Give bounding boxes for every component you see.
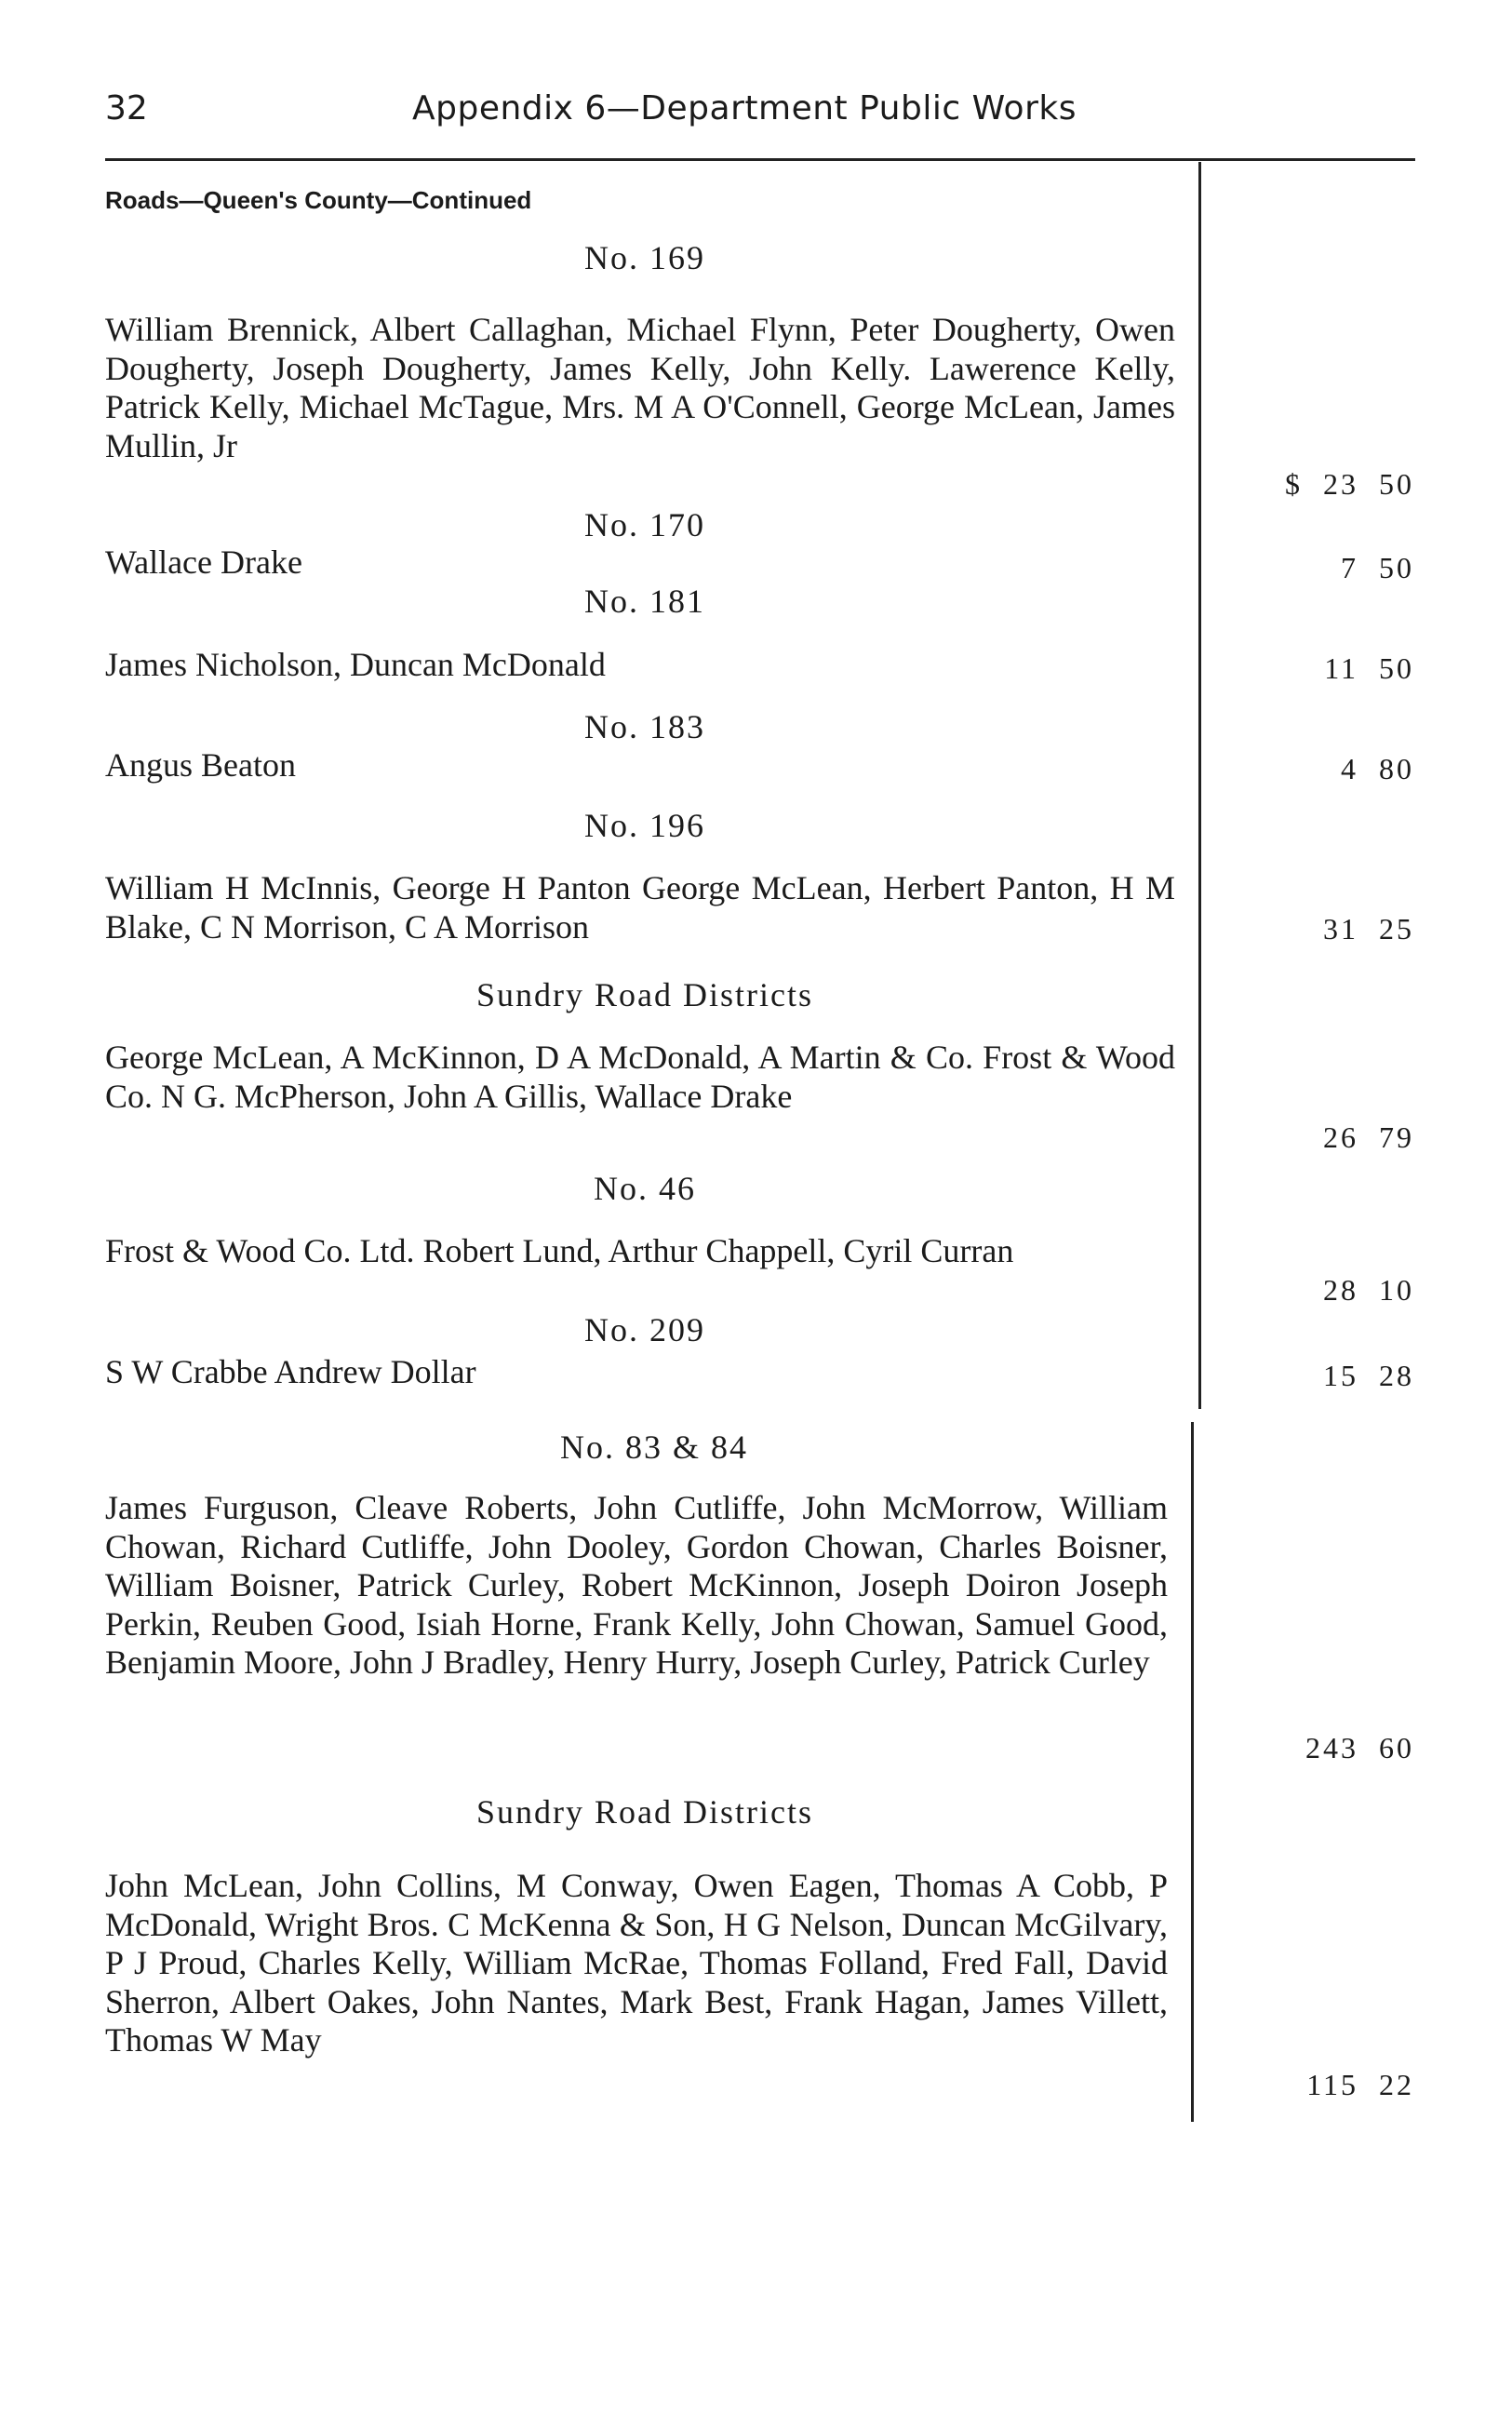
- entry-names: James Furguson, Cleave Roberts, John Cutliffe, John McMorrow, William Chowan, Richard Cutliffe, John Dooley, Gordon Chowan, Charles Boisner, William Boisner, Patrick Curley, Robert McKinnon, Joseph Doiron Joseph Perkin, Reuben Good, Isiah Horne, Frank Kelly, John Chowan, Samuel Good, Benjamin Moore, John J Bradley, Henry Hurry, Joseph Curley, Patrick Curley: [105, 1489, 1168, 1681]
- entry-names: James Nicholson, Duncan McDonald: [105, 646, 606, 683]
- column-divider-lower: [1191, 1422, 1194, 2122]
- column-divider-upper: [1198, 162, 1201, 1409]
- entry-amount: 115 22: [1306, 2068, 1414, 2101]
- header-rule: [105, 158, 1415, 161]
- entry-amount: 243 60: [1305, 1731, 1414, 1764]
- entry-heading: No. 46: [594, 1170, 696, 1207]
- entry-names: S W Crabbe Andrew Dollar: [105, 1353, 476, 1390]
- section-title: Roads—Queen's County—Continued: [105, 186, 532, 214]
- entry-heading: Sundry Road Districts: [476, 976, 813, 1013]
- entry-heading: No. 169: [584, 239, 705, 276]
- entry-names: Wallace Drake: [105, 543, 302, 581]
- entry-heading: No. 170: [584, 506, 705, 543]
- page-number: 32: [105, 89, 148, 127]
- entry-amount: 28 10: [1323, 1273, 1414, 1307]
- entry-heading: No. 83 & 84: [560, 1429, 748, 1466]
- entry-heading: No. 209: [584, 1311, 705, 1348]
- page-header: [105, 89, 1415, 136]
- entry-heading: No. 196: [584, 807, 705, 844]
- entry-amount: 31 25: [1323, 912, 1414, 946]
- entry-heading: No. 181: [584, 583, 705, 620]
- entry-names: William H McInnis, George H Panton George McLean, Herbert Panton, H M Blake, C N Morrison, C A Morrison: [105, 869, 1175, 946]
- entry-names: George McLean, A McKinnon, D A McDonald, A Martin & Co. Frost & Wood Co. N G. McPherson, John A Gillis, Wallace Drake: [105, 1039, 1175, 1115]
- entry-names: John McLean, John Collins, M Conway, Owen Eagen, Thomas A Cobb, P McDonald, Wright Bros. C McKenna & Son, H G Nelson, Duncan McGilvary, P J Proud, Charles Kelly, William McRae, Thomas Folland, Fred Fall, David Sherron, Albert Oakes, John Nantes, Mark Best, Frank Hagan, James Villett, Thomas W May: [105, 1867, 1168, 2059]
- entry-heading: No. 183: [584, 708, 705, 745]
- entry-amount: 11 50: [1324, 651, 1414, 685]
- entry-amount: $ 23 50: [1285, 467, 1414, 501]
- entry-amount: 4 80: [1341, 752, 1414, 785]
- running-title: Appendix 6—Department Public Works: [412, 89, 1077, 127]
- entry-amount: 15 28: [1323, 1359, 1414, 1392]
- entry-names: Angus Beaton: [105, 746, 296, 784]
- entry-amount: 26 79: [1323, 1120, 1414, 1154]
- entry-amount: 7 50: [1341, 551, 1414, 584]
- entry-heading: Sundry Road Districts: [476, 1793, 813, 1831]
- entry-names: William Brennick, Albert Callaghan, Michael Flynn, Peter Dougherty, Owen Dougherty, Joseph Dougherty, James Kelly, John Kelly. Lawerence Kelly, Patrick Kelly, Michael McTague, Mrs. M A O'Connell, George McLean, James Mullin, Jr: [105, 311, 1175, 464]
- entry-names: Frost & Wood Co. Ltd. Robert Lund, Arthur Chappell, Cyril Curran: [105, 1232, 1014, 1269]
